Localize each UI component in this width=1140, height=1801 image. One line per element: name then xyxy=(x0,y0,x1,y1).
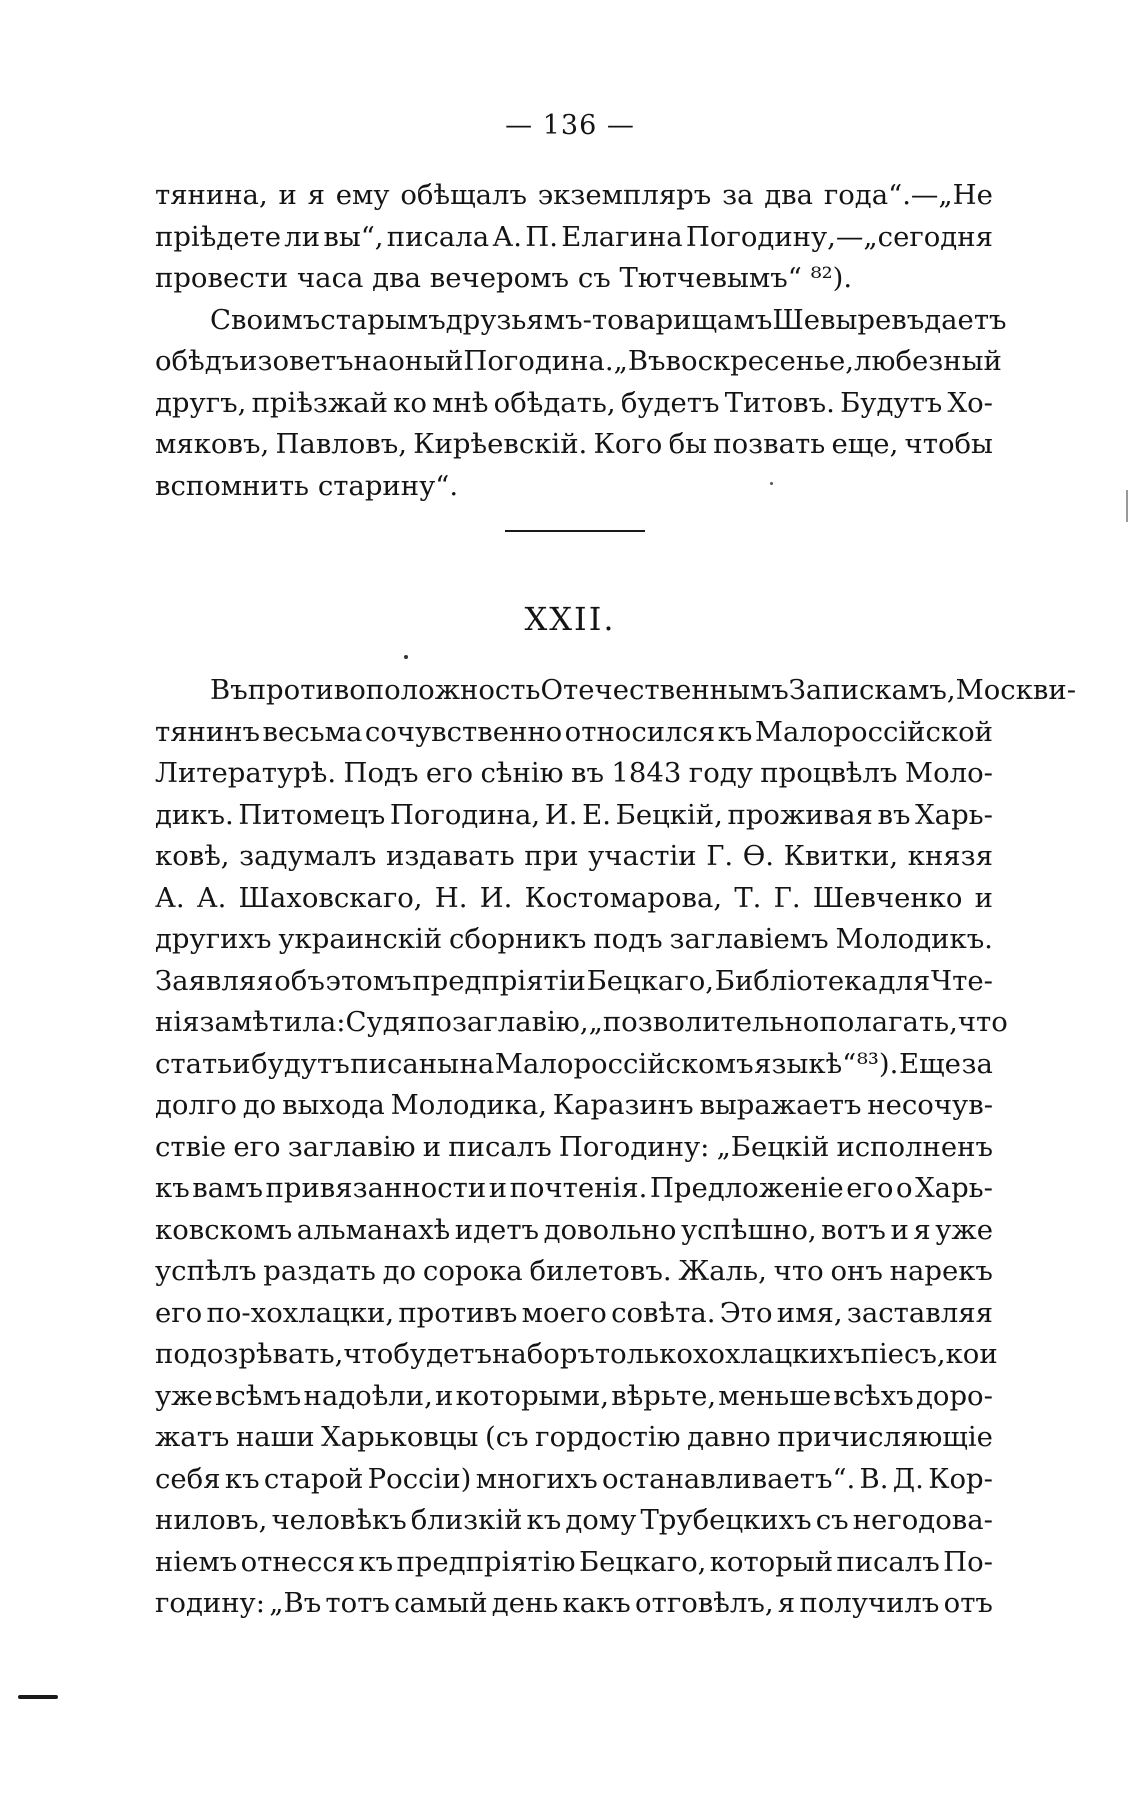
text-line xyxy=(155,795,993,837)
word: вспомнить xyxy=(155,469,310,502)
word: и xyxy=(435,1379,454,1412)
word: что xyxy=(957,1006,1008,1038)
word: всѣмъ xyxy=(214,1379,302,1412)
word: процвѣлъ xyxy=(760,757,898,789)
text-line xyxy=(155,1168,993,1210)
word: дому xyxy=(565,1504,637,1536)
word: піесъ, xyxy=(860,1338,946,1370)
word: имя, xyxy=(776,1296,843,1329)
word: Отечественнымъ xyxy=(540,674,789,706)
word: жатъ xyxy=(155,1421,230,1453)
word: другъ, xyxy=(155,386,247,419)
word: успѣшно, xyxy=(680,1213,817,1246)
word: негодова- xyxy=(852,1504,993,1536)
text-line xyxy=(155,258,993,300)
word: въ xyxy=(877,798,911,831)
word: чтобы xyxy=(904,428,993,460)
word: относился xyxy=(564,715,716,748)
word: заглавію xyxy=(287,1130,416,1163)
word: проживая xyxy=(727,798,873,831)
word: за xyxy=(961,1047,993,1080)
word: нарекъ xyxy=(889,1255,993,1287)
word: его xyxy=(846,1172,894,1204)
word: къ xyxy=(526,1504,562,1536)
word: Своимъ xyxy=(210,303,321,336)
text-line xyxy=(155,175,993,217)
word: Библіотека xyxy=(714,964,878,997)
text-line xyxy=(155,1251,993,1293)
word: Заявляя xyxy=(155,964,274,997)
word: и xyxy=(278,179,297,211)
word: В. xyxy=(859,1462,889,1495)
word: П. xyxy=(525,220,558,253)
word: ли xyxy=(284,220,321,253)
text-line xyxy=(155,1417,993,1459)
word: день xyxy=(491,1587,559,1619)
word: сочувственно xyxy=(364,715,563,748)
word: годину: xyxy=(155,1587,265,1619)
word: по-хохлацки, xyxy=(206,1296,395,1329)
edge-tick xyxy=(1126,490,1128,522)
word: Харьковцы xyxy=(321,1421,479,1453)
word: издавать xyxy=(385,840,515,872)
word: гордостію xyxy=(535,1421,681,1453)
word: человѣкъ xyxy=(271,1504,407,1536)
word: Титовъ. xyxy=(724,386,835,419)
word: старой xyxy=(263,1462,364,1495)
word: на xyxy=(459,1047,495,1080)
word: позвать xyxy=(713,428,826,460)
text-line xyxy=(155,1542,993,1584)
word: Елагина xyxy=(561,220,683,253)
word: Кор- xyxy=(928,1462,993,1495)
word: Погодину: xyxy=(558,1130,710,1163)
word: выхода xyxy=(282,1089,385,1121)
word: что xyxy=(773,1255,824,1287)
word: Павловъ, xyxy=(275,428,408,460)
word: билетовъ. xyxy=(529,1255,672,1287)
text-line xyxy=(155,753,993,795)
word: Въ xyxy=(210,674,248,706)
word: объ xyxy=(274,964,325,997)
word: будутъ xyxy=(251,1047,350,1080)
word: провести xyxy=(155,262,289,294)
word: предпріятіи xyxy=(412,964,586,997)
word: Н. xyxy=(434,881,468,914)
word: Россіи) xyxy=(367,1462,472,1495)
word: вамъ xyxy=(192,1172,263,1204)
word: его xyxy=(155,1296,203,1329)
word: исполненъ xyxy=(836,1130,993,1163)
word: ковѣ, xyxy=(155,840,230,872)
word: кои xyxy=(945,1338,998,1370)
word: украинскій xyxy=(278,923,443,955)
word: Москви- xyxy=(955,674,1077,706)
text-line xyxy=(155,300,1007,342)
word: часа xyxy=(297,262,364,294)
word: писала xyxy=(386,220,490,253)
word: раздать xyxy=(263,1255,376,1287)
text-line xyxy=(155,466,993,508)
word: я xyxy=(913,1213,931,1246)
word: Молодика, xyxy=(390,1089,547,1121)
text-line xyxy=(155,1500,993,1542)
word: Погодину,—„сегодня xyxy=(685,220,993,253)
word: меньше xyxy=(718,1379,832,1412)
text-line xyxy=(155,1044,993,1086)
word: всѣхъ xyxy=(833,1379,914,1412)
word: Предложеніе xyxy=(649,1172,844,1204)
word: Бецкаго, xyxy=(578,1545,707,1578)
text-line xyxy=(155,1459,993,1501)
word: тянина, xyxy=(155,179,268,211)
word: старымъ xyxy=(320,303,446,336)
word: И. xyxy=(544,798,578,831)
word: совѣта. xyxy=(611,1296,716,1329)
word: Е. xyxy=(582,798,611,831)
word: для xyxy=(878,964,931,997)
text-line xyxy=(155,878,993,920)
word: противоположность xyxy=(247,674,541,706)
word: обѣщалъ xyxy=(400,179,527,211)
word: писаны xyxy=(350,1047,459,1080)
word: противъ xyxy=(398,1296,518,1329)
word: нія xyxy=(155,1006,200,1038)
word: еще, xyxy=(831,428,899,460)
word: Г. xyxy=(773,881,801,914)
word: сорока xyxy=(422,1255,523,1287)
word: себя xyxy=(155,1462,221,1495)
word: Кирѣевскій. xyxy=(413,428,588,460)
text-line xyxy=(155,1085,993,1127)
word: вы“, xyxy=(323,220,384,253)
word: любезный xyxy=(854,345,1002,377)
word: выражаетъ xyxy=(699,1089,862,1121)
word: Шевыревъ xyxy=(772,303,925,336)
word: Погодина. xyxy=(463,345,614,377)
word: обѣдъ xyxy=(155,345,240,377)
word: доро- xyxy=(915,1379,993,1412)
speck-mark xyxy=(404,655,408,659)
word: о xyxy=(896,1172,913,1204)
word: довольно xyxy=(543,1213,677,1246)
word: А. xyxy=(155,881,185,914)
word: „Бецкій xyxy=(716,1130,830,1163)
word: писалъ xyxy=(836,1545,940,1578)
word: хохлацкихъ xyxy=(692,1338,861,1370)
word: Запискамъ, xyxy=(788,674,956,706)
text-line xyxy=(155,1376,993,1418)
text-line xyxy=(155,836,993,878)
top-text-block xyxy=(155,175,1007,507)
word: будетъ xyxy=(620,386,720,419)
word: сѣнію xyxy=(480,757,564,789)
word: 1843 xyxy=(611,757,682,789)
word: я xyxy=(307,179,325,211)
chapter-heading: XXII. xyxy=(524,600,616,638)
word: предпріятію xyxy=(396,1545,576,1578)
word: писалъ xyxy=(448,1130,552,1163)
word: какъ xyxy=(562,1587,631,1619)
word: года“.—„Не xyxy=(823,179,993,211)
word: Д. xyxy=(892,1462,924,1495)
word: Квитки, xyxy=(783,840,899,872)
word: къ xyxy=(155,1172,190,1204)
word: къ xyxy=(358,1545,394,1578)
word: несочув- xyxy=(867,1089,993,1121)
word: который xyxy=(709,1545,834,1578)
word: даетъ xyxy=(924,303,1007,336)
word: Тютчевымъ“ xyxy=(619,262,802,294)
word: за xyxy=(722,179,754,211)
word: По- xyxy=(943,1545,993,1578)
word: Питомецъ xyxy=(238,798,386,831)
page-number: — 136 — xyxy=(505,110,635,141)
word: вотъ xyxy=(821,1213,886,1246)
word: экземпляръ xyxy=(537,179,712,211)
word: князя xyxy=(907,840,993,872)
word: и xyxy=(239,345,258,377)
word: участіи xyxy=(588,840,697,872)
word: Т. xyxy=(734,881,762,914)
word: старину“. xyxy=(317,469,459,502)
word: Еще xyxy=(898,1047,961,1080)
word: ковскомъ xyxy=(155,1213,293,1246)
word: наши xyxy=(235,1421,315,1453)
word: его xyxy=(233,1130,281,1163)
section-divider xyxy=(505,530,645,532)
word: другихъ xyxy=(155,923,272,955)
word: будетъ xyxy=(393,1338,492,1370)
word: два xyxy=(372,262,421,294)
text-line xyxy=(155,961,993,1003)
word: которыми, xyxy=(455,1379,610,1412)
word: Ѳ. xyxy=(742,840,775,872)
text-line xyxy=(155,424,993,466)
word: Шевченко xyxy=(812,881,963,914)
text-line xyxy=(155,1127,993,1169)
word: ⁸²). xyxy=(810,262,853,294)
text-line xyxy=(155,217,993,259)
text-line xyxy=(155,1583,993,1625)
word: Г. xyxy=(706,840,734,872)
word: А. xyxy=(492,220,522,253)
word: и xyxy=(890,1213,909,1246)
word: Будутъ xyxy=(840,386,943,419)
word: и xyxy=(422,1130,442,1163)
word: близкій xyxy=(410,1504,523,1536)
text-line xyxy=(155,1293,993,1335)
word: Литературѣ. xyxy=(155,757,337,789)
word: въ xyxy=(571,757,604,789)
word: причисляющіе xyxy=(777,1421,993,1453)
word: И. xyxy=(479,881,513,914)
word: Малороссійской xyxy=(754,715,993,748)
word: оный xyxy=(388,345,464,377)
text-line xyxy=(155,1002,1008,1044)
text-line xyxy=(155,712,993,754)
word: Молодикъ. xyxy=(835,923,993,955)
word: долго xyxy=(155,1089,237,1121)
word: давно xyxy=(687,1421,771,1453)
word: языкѣ“ xyxy=(754,1047,857,1080)
word: подъ xyxy=(593,923,663,955)
word: сборникъ xyxy=(448,923,587,955)
word: вѣрьте, xyxy=(611,1379,717,1412)
word: тянинъ xyxy=(155,715,261,748)
word: два xyxy=(764,179,814,211)
word: ⁸³). xyxy=(856,1047,899,1080)
word: (съ xyxy=(484,1421,529,1453)
word: многихъ xyxy=(475,1462,598,1495)
word: заставляя xyxy=(846,1296,993,1329)
word: Судя xyxy=(345,1006,418,1038)
word: полагать, xyxy=(819,1006,958,1038)
word: только xyxy=(594,1338,693,1370)
word: подозрѣвать, xyxy=(155,1338,344,1370)
word: къ xyxy=(717,715,753,748)
word: къ xyxy=(224,1462,260,1495)
word: на xyxy=(353,345,389,377)
word: останавливаетъ“. xyxy=(602,1462,856,1495)
word: ствіе xyxy=(155,1130,227,1163)
word: ему xyxy=(335,179,390,211)
word: Чте- xyxy=(930,964,993,997)
text-line xyxy=(155,383,993,425)
text-line xyxy=(155,1210,993,1252)
section-text-block xyxy=(155,670,1077,1625)
word: весьма xyxy=(262,715,363,748)
word: Бецкаго, xyxy=(586,964,715,997)
word: мяковъ, xyxy=(155,428,270,460)
word: Харь- xyxy=(915,798,993,831)
word: вечеромъ xyxy=(429,262,570,294)
word: пріѣдете xyxy=(155,220,282,253)
word: друзьямъ-товарищамъ xyxy=(445,303,773,336)
word: при xyxy=(524,840,579,872)
word: отнесся xyxy=(240,1545,356,1578)
word: привязанности xyxy=(265,1172,487,1204)
word: я xyxy=(777,1587,796,1619)
text-line xyxy=(155,1334,998,1376)
word: успѣлъ xyxy=(155,1255,257,1287)
word: бы xyxy=(668,428,708,460)
word: „Въ xyxy=(613,345,666,377)
word: наборъ xyxy=(491,1338,595,1370)
word: онъ xyxy=(830,1255,883,1287)
margin-mark xyxy=(18,1695,58,1699)
word: Каразинъ xyxy=(552,1089,694,1121)
word: пріѣзжай xyxy=(251,386,388,419)
word: заглавію, xyxy=(451,1006,589,1038)
word: надоѣли, xyxy=(303,1379,433,1412)
word: задумалъ xyxy=(239,840,377,872)
word: почтенія. xyxy=(509,1172,648,1204)
word: обѣдать, xyxy=(493,386,616,419)
text-line xyxy=(155,919,993,961)
word: отговѣлъ, xyxy=(635,1587,774,1619)
word: этомъ xyxy=(325,964,412,997)
word: по xyxy=(417,1006,452,1038)
word: самый xyxy=(394,1587,488,1619)
word: ниловъ, xyxy=(155,1504,268,1536)
word: А. xyxy=(196,881,227,914)
word: Шаховскаго, xyxy=(238,881,423,914)
word: Моло- xyxy=(904,757,993,789)
word: уже xyxy=(935,1213,993,1246)
word: отъ xyxy=(943,1587,993,1619)
word: съ xyxy=(815,1504,849,1536)
word: Трубецкихъ xyxy=(640,1504,812,1536)
word: до xyxy=(382,1255,417,1287)
word: альманахѣ xyxy=(296,1213,451,1246)
word: „позволительно xyxy=(588,1006,820,1038)
word: Харь- xyxy=(915,1172,993,1204)
word: Это xyxy=(719,1296,773,1329)
word: Бецкій, xyxy=(615,798,723,831)
word: Малороссійскомъ xyxy=(494,1047,754,1080)
word: тотъ xyxy=(325,1587,390,1619)
word: Жаль, xyxy=(678,1255,767,1287)
word: Хо- xyxy=(947,386,993,419)
speck-mark xyxy=(770,482,773,485)
word: уже xyxy=(155,1379,213,1412)
word: статьи xyxy=(155,1047,251,1080)
word: ніемъ xyxy=(155,1545,238,1578)
word: и xyxy=(974,881,993,914)
word: ко xyxy=(393,386,427,419)
word: зоветъ xyxy=(257,345,354,377)
text-line xyxy=(155,670,1077,712)
word: году xyxy=(688,757,753,789)
word: до xyxy=(242,1089,277,1121)
word: моего xyxy=(521,1296,607,1329)
word: Подъ xyxy=(343,757,419,789)
word: дикъ. xyxy=(155,798,234,831)
word: мнѣ xyxy=(432,386,489,419)
word: его xyxy=(425,757,474,789)
word: заглавіемъ xyxy=(669,923,829,955)
word: Костомарова, xyxy=(524,881,723,914)
word: получилъ xyxy=(799,1587,940,1619)
word: съ xyxy=(577,262,611,294)
word: идетъ xyxy=(454,1213,540,1246)
word: замѣтила: xyxy=(199,1006,346,1038)
word: и xyxy=(488,1172,508,1204)
text-line xyxy=(155,341,1002,383)
word: Погодина, xyxy=(389,798,541,831)
word: Кого xyxy=(593,428,663,460)
word: воскресенье, xyxy=(665,345,855,377)
word: „Въ xyxy=(269,1587,322,1619)
word: что xyxy=(343,1338,394,1370)
